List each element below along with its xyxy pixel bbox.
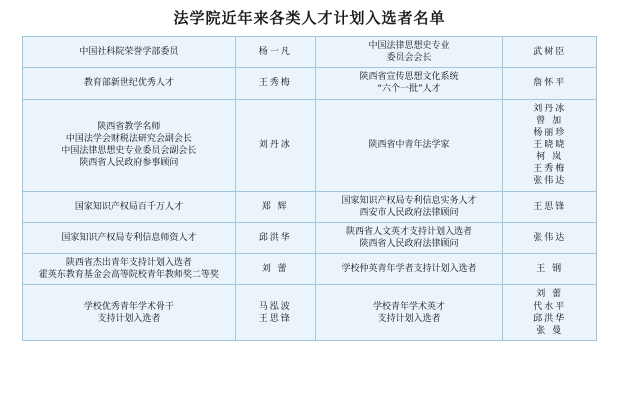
cell-program-name-2: 中国法律思想史专业 委员会会长: [315, 37, 503, 68]
cell-person-name-2: 武树臣: [503, 37, 597, 68]
cell-person-name: 刘丹冰: [235, 99, 315, 191]
cell-program-name: 陕西省杰出青年支持计划入选者 霍英东教育基金会高等院校青年教师奖二等奖: [23, 254, 236, 285]
cell-person-name: 马泓波 王思锋: [235, 285, 315, 341]
table-row: [23, 285, 597, 341]
cell-person-name-2: 张伟达: [503, 222, 597, 253]
table-row: [23, 191, 597, 222]
table-row: [23, 68, 597, 99]
cell-program-name-2: 陕西省宣传思想文化系统 “六个一批”人才: [315, 68, 503, 99]
roster-table-wrapper: [0, 36, 619, 341]
roster-table-body: [23, 37, 597, 341]
cell-person-name: 邱洪华: [235, 222, 315, 253]
cell-program-name-2: 陕西省人文英才支持计划入选者 陕西省人民政府法律顾问: [315, 222, 503, 253]
cell-program-name: 国家知识产权局专利信息师资人才: [23, 222, 236, 253]
cell-program-name-2: 学校仲英青年学者支持计划入选者: [315, 254, 503, 285]
cell-person-name: 王秀梅: [235, 68, 315, 99]
cell-person-name: 刘 蕾: [235, 254, 315, 285]
cell-person-name-2: 刘 蕾 代水平 邱洪华 张 曼: [503, 285, 597, 341]
cell-person-name: 郑 辉: [235, 191, 315, 222]
cell-program-name: 中国社科院荣誉学部委员: [23, 37, 236, 68]
cell-program-name-2: 国家知识产权局专利信息实务人才 西安市人民政府法律顾问: [315, 191, 503, 222]
page-title: 法学院近年来各类人才计划入选者名单: [173, 9, 446, 27]
table-row: [23, 99, 597, 191]
cell-person-name-2: 刘丹冰 曾 加 杨丽珍 王晓晓 柯 岚 王秀梅 张伟达: [503, 99, 597, 191]
cell-program-name: 陕西省教学名师 中国法学会财税法研究会副会长 中国法律思想史专业委员会副会长 陕西省人民政府参事顾问: [23, 99, 236, 191]
cell-person-name-2: 王思锋: [503, 191, 597, 222]
roster-table: [22, 36, 597, 341]
cell-person-name-2: 王 钢: [503, 254, 597, 285]
cell-program-name: 国家知识产权局百千万人才: [23, 191, 236, 222]
cell-program-name: 学校优秀青年学术骨干 支持计划入选者: [23, 285, 236, 341]
table-row: [23, 37, 597, 68]
cell-program-name-2: 学校青年学术英才 支持计划入选者: [315, 285, 503, 341]
cell-person-name-2: 詹怀平: [503, 68, 597, 99]
table-row: [23, 254, 597, 285]
cell-program-name: 教育部新世纪优秀人才: [23, 68, 236, 99]
table-row: [23, 222, 597, 253]
cell-program-name-2: 陕西省中青年法学家: [315, 99, 503, 191]
cell-person-name: 杨一凡: [235, 37, 315, 68]
